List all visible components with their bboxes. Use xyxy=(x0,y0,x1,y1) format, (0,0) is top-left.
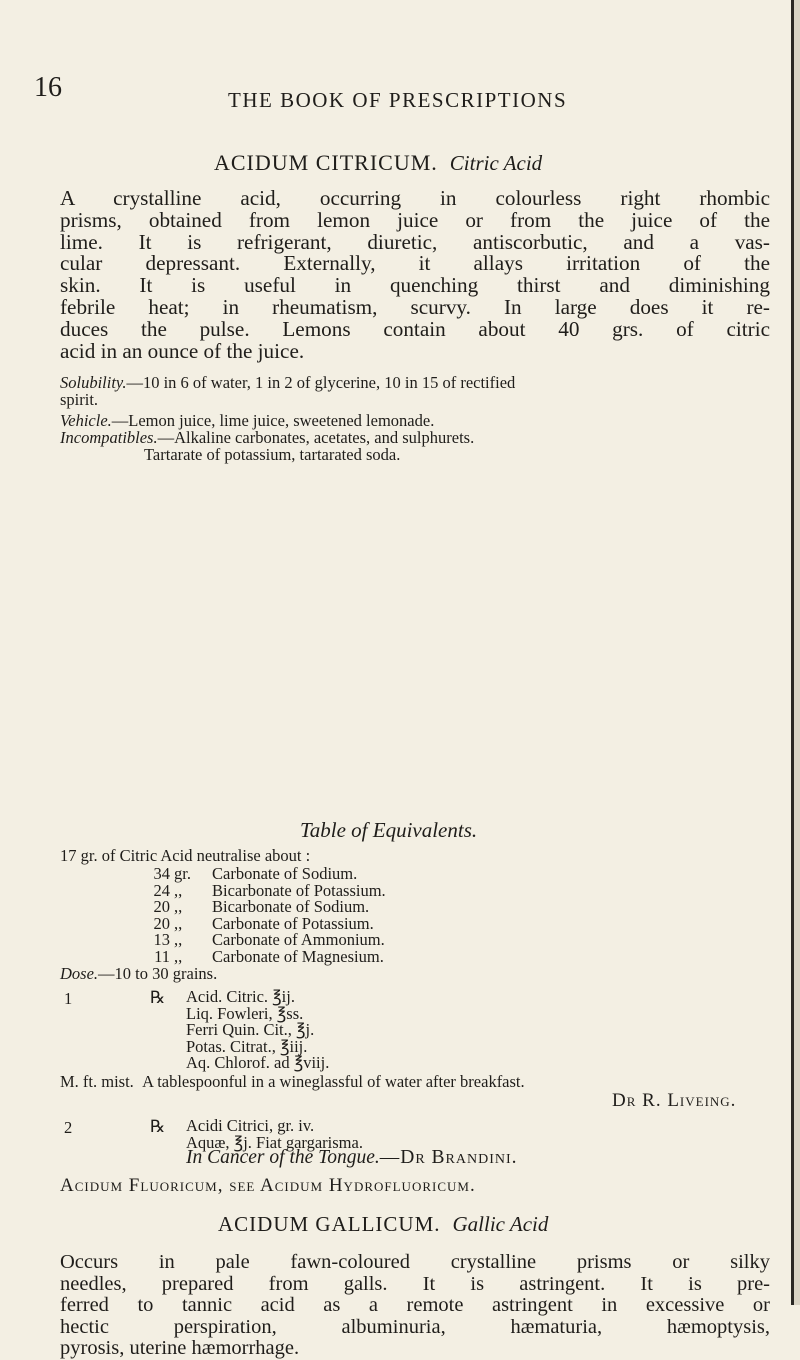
crossref-line: Acidum Fluoricum, see Acidum Hydrofluoricum. xyxy=(60,1175,476,1196)
rx2-line: Aquæ, ℥j. Fiat gargarisma. xyxy=(186,1132,363,1152)
vehicle-label: Vehicle. xyxy=(60,411,112,430)
citric-line: acid in an ounce of the juice. xyxy=(60,338,305,363)
citric-line: prisms, obtained from lemon juice or from the juice of the xyxy=(60,207,770,232)
equivalent-substance: Bicarbonate of Potassium. xyxy=(212,880,386,900)
gallic-line: Occurs in pale fawn-coloured crystalline prisms or silky xyxy=(60,1251,770,1273)
solubility-text: —10 in 6 of water, 1 in 2 of glycerine, 10 in 15 of rectified xyxy=(126,373,516,392)
gallic-title-en: Gallic Acid xyxy=(452,1212,549,1236)
vehicle-line xyxy=(60,412,770,429)
gallic-description xyxy=(60,1251,770,1359)
rx1-line: Acid. Citric. ℥ij. xyxy=(186,987,295,1006)
gallic-line: hectic perspiration, albuminuria, hæmaturia, hæmoptysis, xyxy=(60,1315,770,1338)
dose-label: Dose. xyxy=(60,964,99,983)
gallic-line: ferred to tannic acid as a remote astringent in excessive or xyxy=(60,1294,770,1316)
citric-title-en: Citric Acid xyxy=(449,151,543,175)
equivalent-substance: Carbonate of Potassium. xyxy=(212,913,374,933)
vehicle-text: —Lemon juice, lime juice, sweetened lemonade. xyxy=(111,411,435,430)
equivalent-grains: 34 xyxy=(153,864,170,883)
equivalent-grains: 13 xyxy=(153,930,170,949)
equivalent-grains: 20 xyxy=(153,913,170,933)
citric-description xyxy=(60,188,770,362)
rx1-number: 1 xyxy=(64,989,73,1008)
running-title: THE BOOK OF PRESCRIPTIONS xyxy=(228,88,568,112)
citric-line: A crystalline acid, occurring in colourless right rhombic xyxy=(60,186,770,210)
rx1-directions xyxy=(60,1074,525,1091)
rx2-indication: In Cancer of the Tongue. xyxy=(186,1147,380,1168)
page-edge-shadow xyxy=(794,0,800,1305)
citric-line: febrile heat; in rheumatism, scurvy. In large does it re- xyxy=(60,294,770,319)
solubility-label: Solubility. xyxy=(60,373,127,392)
equivalent-unit: ,, xyxy=(174,897,183,916)
rx1-ingredients xyxy=(186,989,329,1072)
rx2-line: Acidi Citrici, gr. iv. xyxy=(186,1116,315,1135)
citric-line: skin. It is useful in quenching thirst and diminishing xyxy=(60,273,770,298)
gallic-line: pyrosis, uterine hæmorrhage. xyxy=(60,1337,300,1359)
incompat-cont: Tartarate of potassium, tartarated soda. xyxy=(144,445,401,464)
incompat-label: Incompatibles. xyxy=(60,428,158,447)
citric-line: duces the pulse. Lemons contain about 40 grs. of citric xyxy=(60,316,770,341)
solubility-line xyxy=(60,374,770,391)
dose-line xyxy=(60,964,217,984)
page-number: 16 xyxy=(34,72,62,103)
citric-line: cular depressant. Externally, it allays irritation of the xyxy=(60,251,770,276)
rx1-directions-label: M. ft. mist. xyxy=(60,1072,134,1091)
section-heading-citric xyxy=(214,150,542,176)
equivalents-title: Table of Equivalents. xyxy=(300,818,478,842)
page-edge xyxy=(791,0,794,1305)
section-heading-gallic xyxy=(218,1212,548,1237)
recipe-symbol-icon: ℞ xyxy=(150,1117,166,1136)
rx1-author: Dr R. Liveing. xyxy=(612,1090,737,1111)
rx1-directions-text: A tablespoonful in a wineglassful of water after breakfast. xyxy=(142,1072,525,1091)
equivalent-substance: Carbonate of Magnesium. xyxy=(212,946,384,966)
incompat-line xyxy=(60,429,770,446)
rx2-author: —Dr Brandini. xyxy=(379,1147,518,1168)
recipe-symbol-icon: ℞ xyxy=(150,988,166,1007)
rx1-line: Aq. Chlorof. ad ℥viij. xyxy=(186,1053,330,1072)
equivalent-grains: 20 xyxy=(153,897,170,916)
solubility-cont: spirit. xyxy=(60,390,99,409)
citric-title: ACIDUM CITRICUM. xyxy=(214,150,438,175)
citric-notes xyxy=(60,374,770,463)
equivalent-unit: ,, xyxy=(174,913,183,933)
dose-text: —10 to 30 grains. xyxy=(98,964,218,983)
citric-line: lime. It is refrigerant, diuretic, antiscorbutic, and a vas- xyxy=(60,229,770,254)
equivalent-substance: Carbonate of Sodium. xyxy=(212,864,358,883)
rx1-line: Liq. Fowleri, ℥ss. xyxy=(186,1003,304,1023)
neutralise-line: 17 gr. of Citric Acid neutralise about : xyxy=(60,846,311,865)
equivalent-unit: gr. xyxy=(174,864,191,883)
rx1-line: Ferri Quin. Cit., ℥j. xyxy=(186,1020,315,1039)
rx2-number: 2 xyxy=(64,1118,73,1137)
incompat-text: —Alkaline carbonates, acetates, and sulphurets. xyxy=(157,428,475,447)
equivalent-unit: ,, xyxy=(174,930,183,949)
rx1-line: Potas. Citrat., ℥iij. xyxy=(186,1036,308,1056)
equivalent-grains: 24 xyxy=(153,880,170,900)
equivalent-unit: ,, xyxy=(174,880,183,900)
equivalent-grains: 11 xyxy=(154,946,170,966)
gallic-line: needles, prepared from galls. It is astringent. It is pre- xyxy=(60,1272,770,1295)
equivalent-substance: Carbonate of Ammonium. xyxy=(212,930,385,949)
equivalent-unit: ,, xyxy=(174,946,183,966)
rx2-indication-line xyxy=(186,1147,518,1168)
gallic-title: ACIDUM GALLICUM. xyxy=(218,1212,441,1236)
equivalent-substance: Bicarbonate of Sodium. xyxy=(212,897,370,916)
